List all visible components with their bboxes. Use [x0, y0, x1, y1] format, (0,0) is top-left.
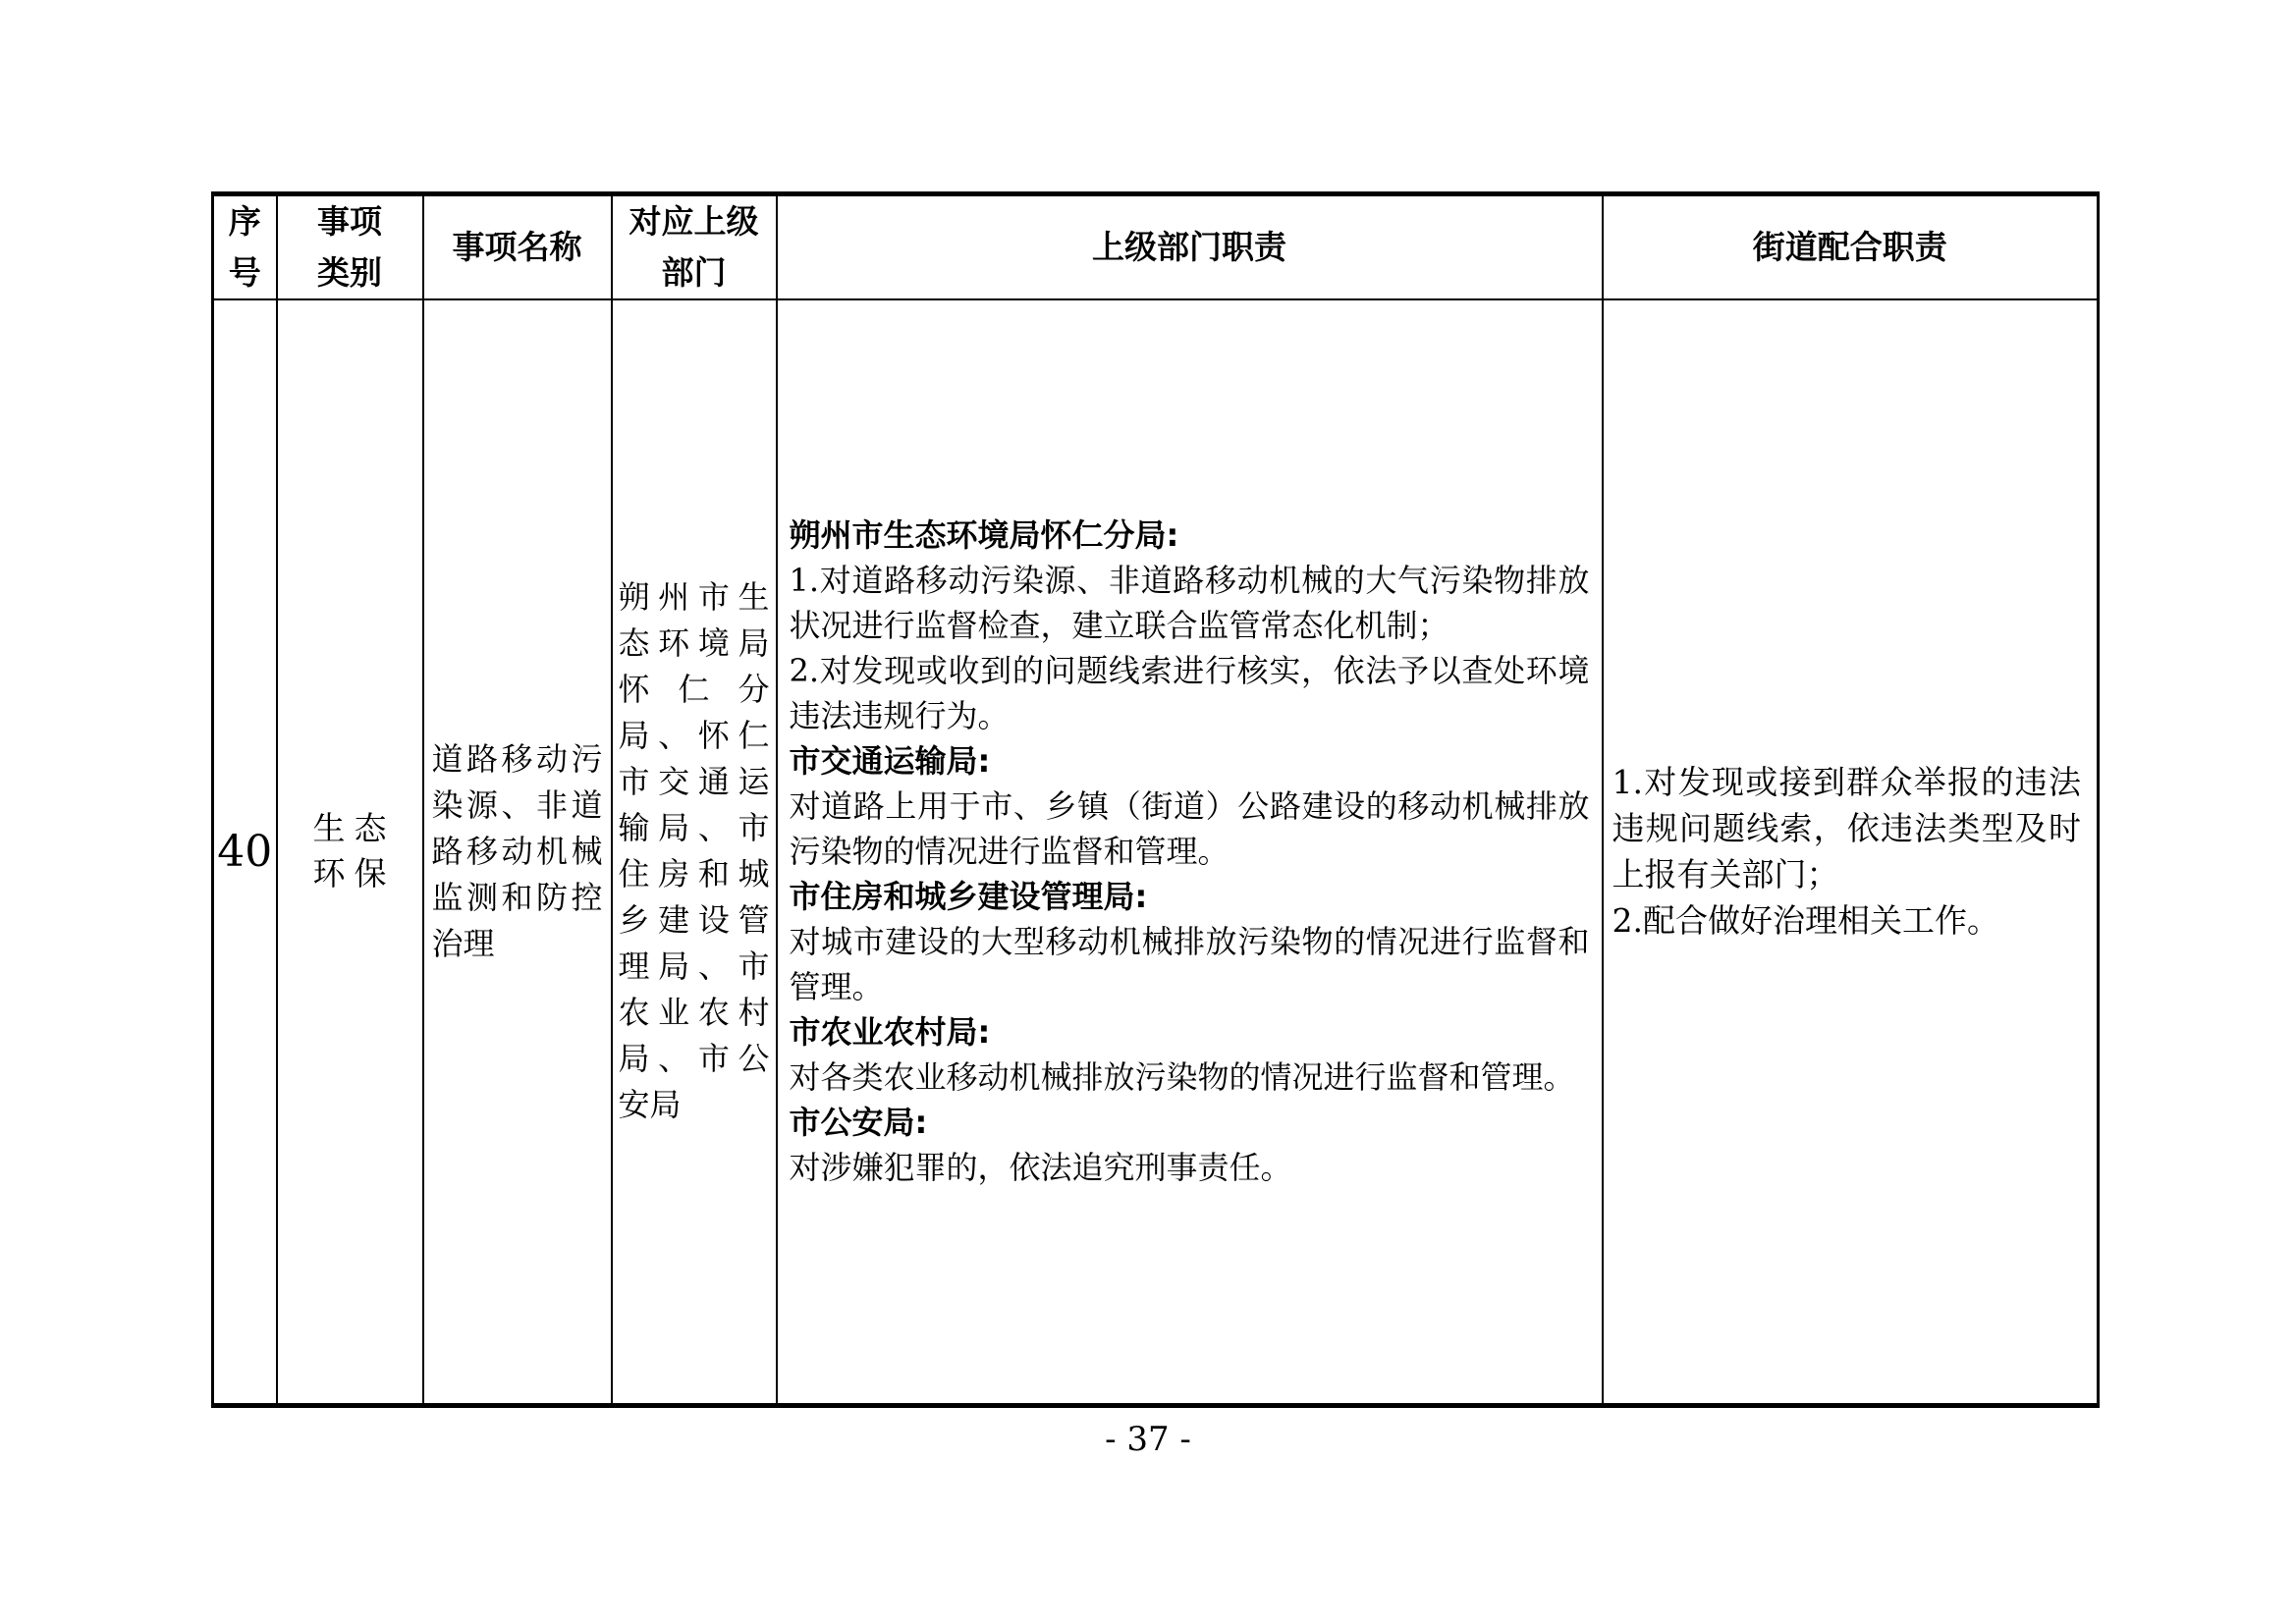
header-row: [213, 194, 2099, 300]
duty-item: 对城市建设的大型移动机械排放污染物的情况进行监督和管理。: [789, 923, 1590, 1006]
duty-item: 对道路上用于市、乡镇（街道）公路建设的移动机械排放污染物的情况进行监督和管理。: [789, 787, 1590, 871]
col-header-item-name: [423, 194, 612, 300]
street-duty-item: 2.配合做好治理相关工作。: [1612, 901, 1999, 941]
header-label-line: 事项: [317, 202, 382, 241]
header-label-line: 序: [228, 202, 261, 241]
duties-table: [211, 191, 2100, 1408]
serial-number-cell: 40: [213, 299, 277, 1405]
superior-duties-cell: [777, 299, 1603, 1405]
header-label-line: 类别: [317, 253, 382, 292]
category-line: 生态: [312, 809, 396, 848]
duty-item: 1.对道路移动污染源、非道路移动机械的大气污染物排放状况进行监督检查，建立联合监管常态化机制；: [789, 562, 1590, 645]
department-heading: 市农业农村局:: [789, 1013, 991, 1052]
department-heading: 市交通运输局:: [789, 742, 991, 781]
department-heading: 朔州市生态环境局怀仁分局:: [789, 516, 1179, 555]
header-label-line: 事项名称: [452, 228, 582, 266]
page-number: - 37 -: [1105, 1420, 1191, 1459]
table-row: [213, 299, 2099, 1405]
street-duty-item: 1.对发现或接到群众举报的违法违规问题线索，依违法类型及时上报有关部门；: [1612, 763, 2081, 894]
col-header-superior-department: [612, 194, 777, 300]
item-name-cell: 道路移动污染源、非道路移动机械监测和防控治理: [423, 299, 612, 1405]
header-label-line: 街道配合职责: [1752, 228, 1947, 266]
department-heading: 市住房和城乡建设管理局:: [789, 878, 1148, 916]
header-label-line: 上级部门职责: [1092, 228, 1286, 266]
header-label-line: 部门: [661, 253, 727, 292]
superior-duties-content: [790, 513, 1590, 1190]
col-header-serial: [213, 194, 277, 300]
duty-item: 对涉嫌犯罪的，依法追究刑事责任。: [789, 1149, 1292, 1187]
col-header-superior-duties: [777, 194, 1603, 300]
header-label-line: 对应上级: [629, 202, 759, 241]
department-heading: 市公安局:: [789, 1104, 928, 1142]
street-duties-cell: [1603, 299, 2099, 1405]
category-cell: [277, 299, 423, 1405]
category-line: 环保: [312, 854, 396, 893]
col-header-category: [277, 194, 423, 300]
col-header-street-duties: [1603, 194, 2099, 300]
duty-item: 2.对发现或收到的问题线索进行核实，依法予以查处环境违法违规行为。: [789, 652, 1590, 735]
duty-item: 对各类农业移动机械排放污染物的情况进行监督和管理。: [789, 1058, 1575, 1097]
header-label-line: 号: [228, 253, 261, 292]
superior-departments-cell: 朔州市生态环境局怀仁分局、怀仁市交通运输局、市住房和城乡建设管理局、市农业农村局、市公安局: [612, 299, 777, 1405]
